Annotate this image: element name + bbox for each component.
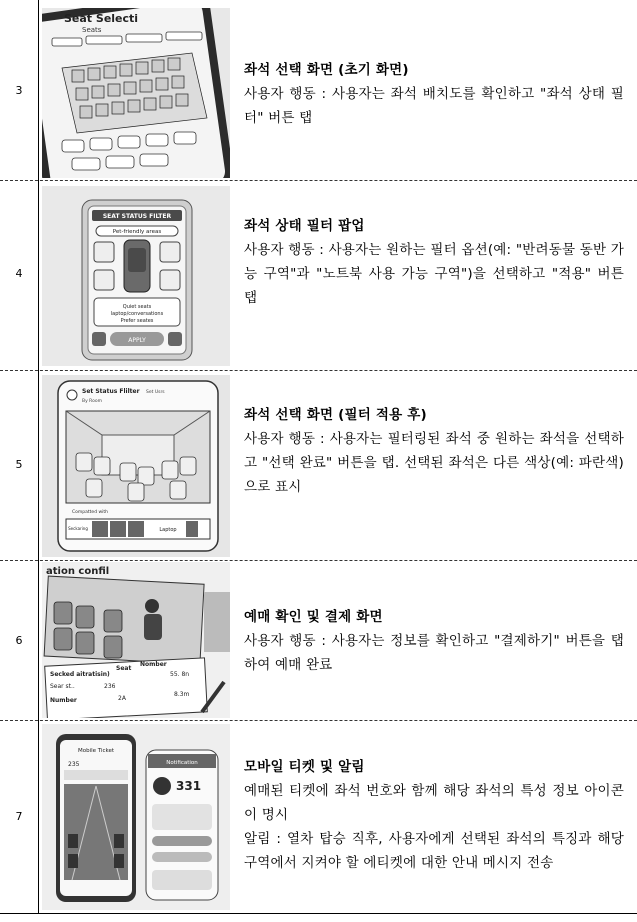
row-number: 6 [15, 634, 23, 647]
table-row [0, 180, 637, 370]
image-label: Prefer seates [120, 318, 154, 324]
row-text: 사용자 행동 : 사용자는 좌석 배치도를 확인하고 "좌석 상태 필터" 버튼 탭 [244, 86, 624, 126]
row-description [244, 605, 624, 677]
image-label: 331 [176, 779, 202, 793]
image-label: 235 [68, 761, 80, 768]
mobile-ticket-screenshot [42, 724, 230, 910]
image-label: Seat Selecti [64, 12, 139, 25]
image-label: 55. 8n [170, 671, 190, 678]
image-label: Set Status Flilter [82, 388, 140, 395]
row-text: 알림 : 열차 탑승 직후, 사용자에게 선택된 좌석의 특징과 해당 구역에서 지켜야 할 에티켓에 대한 안내 메시지 전송 [244, 831, 624, 871]
row-text: 사용자 행동 : 사용자는 필터링된 좌석 중 원하는 좌석을 선택하고 "선택 완료" 버튼을 탭. 선택된 좌석은 다른 색상(예: 파란색)으로 표시 [244, 431, 624, 495]
image-label: Seats [82, 26, 102, 34]
row-description [244, 58, 624, 130]
image-label: Nomber [140, 661, 167, 668]
table-row [0, 370, 637, 560]
image-label: Quiet seats [122, 304, 152, 310]
seat-map-screenshot [42, 8, 230, 178]
row-number: 5 [15, 458, 23, 471]
image-label: 8.3m [174, 691, 190, 698]
booking-confirm-screenshot [42, 562, 230, 718]
image-label: By Room [82, 399, 102, 404]
filtered-seat-screenshot [42, 375, 230, 557]
row-description [244, 755, 624, 875]
image-label: APPLY [128, 337, 146, 344]
image-label: Notification [166, 760, 198, 766]
image-label: Sear st.. [50, 683, 75, 690]
image-label: Number [50, 697, 77, 704]
image-label: laptop/conversations [110, 311, 164, 317]
row-number: 4 [15, 267, 23, 280]
row-number: 7 [15, 810, 23, 823]
image-label: 2A [118, 695, 126, 702]
row-description [244, 403, 624, 499]
row-title: 좌석 선택 화면 (필터 적용 후) [244, 407, 427, 423]
table-row [0, 0, 637, 180]
table-row [0, 560, 637, 720]
row-text: 예매된 티켓에 좌석 번호와 함께 해당 좌석의 특성 정보 아이콘이 명시 [244, 783, 624, 823]
table-bottom-border [0, 913, 637, 914]
image-label: Secked aitratisin) [50, 671, 110, 678]
row-title: 모바일 티켓 및 알림 [244, 759, 365, 775]
image-label: Compatted with [72, 510, 109, 515]
row-title: 예매 확인 및 결제 화면 [244, 609, 383, 625]
row-title: 좌석 선택 화면 (초기 화면) [244, 62, 409, 78]
row-title: 좌석 상태 필터 팝업 [244, 218, 365, 234]
image-label: Seat [116, 665, 132, 672]
image-label: Mobile Ticket [77, 748, 115, 754]
row-text: 사용자 행동 : 사용자는 원하는 필터 옵션(예: "반려동물 동반 가능 구역"과 "노트북 사용 가능 구역")을 선택하고 "적용" 버튼 탭 [244, 242, 624, 306]
image-label: 236 [104, 683, 116, 690]
image-label: Laptop [159, 527, 177, 533]
image-label: Set Usrs [146, 390, 165, 395]
row-description [244, 214, 624, 310]
image-label: ation confil [46, 566, 110, 577]
row-number: 3 [15, 84, 23, 97]
row-text: 사용자 행동 : 사용자는 정보를 확인하고 "결제하기" 버튼을 탭하여 예매 완료 [244, 633, 624, 673]
image-label: SEAT STATUS FILTER [102, 213, 172, 220]
image-label: Pet-friendly areas [112, 229, 162, 235]
filter-popup-screenshot [42, 186, 230, 366]
image-label: Seckaring [68, 526, 88, 531]
table-row [0, 720, 637, 913]
